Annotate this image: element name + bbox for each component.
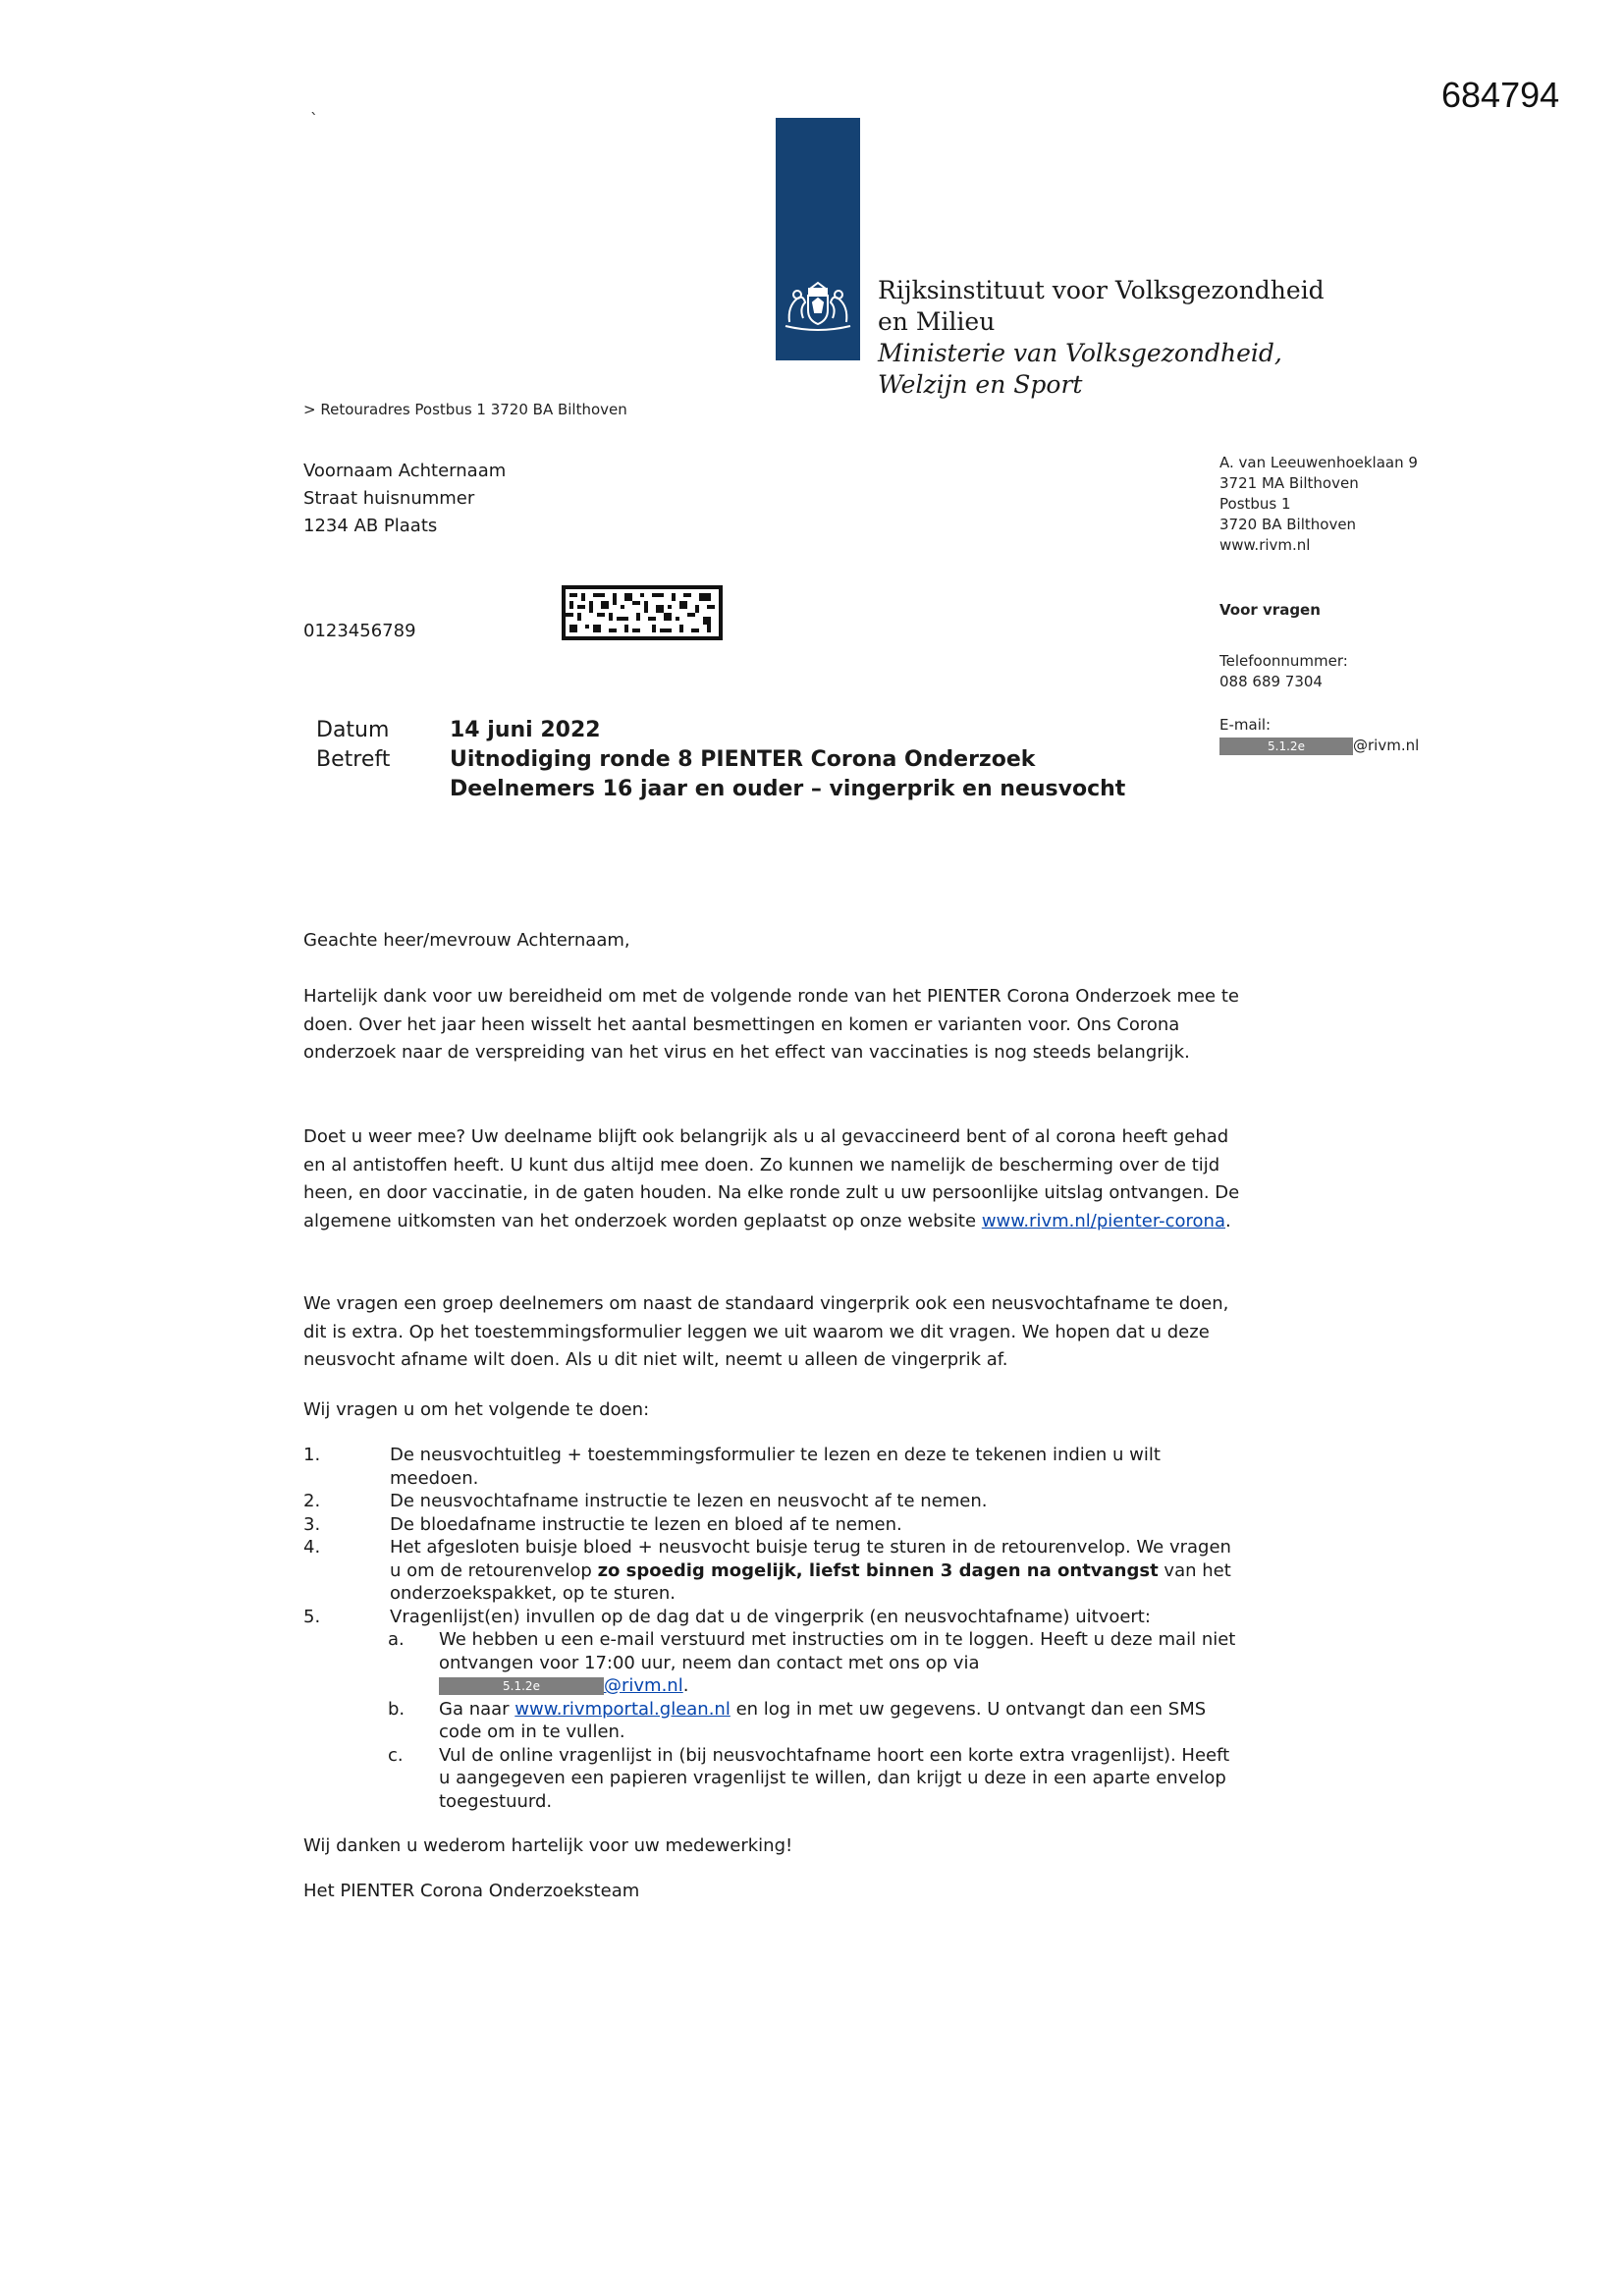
rivmportal-link[interactable]: www.rivmportal.glean.nl — [514, 1698, 731, 1720]
sub-list-item: a. We hebben u een e-mail verstuurd met instructies om in te loggen. Heeft u deze mail niet ontvangen voor 17:00 uur, neem dan contact met ons op via 5.1.2e @rivm.nl. — [388, 1629, 1236, 1696]
coat-of-arms-icon — [778, 273, 858, 338]
document-number: 684794 — [1441, 75, 1560, 115]
return-address: > Retouradres Postbus 1 3720 BA Bilthoven — [303, 401, 627, 418]
paragraph-3: We vragen een groep deelnemers om naast de standaard vingerprik ook een neusvochtafname te doen, dit is extra. Op het toestemmingsformulier leggen we uit waarom we dit vragen. We hopen dat u deze neusvocht afname wilt doen. Als u dit niet wilt, neemt u alleen de vingerprik af. — [303, 1293, 1229, 1370]
ministry-line2: Welzijn en Sport — [878, 370, 1083, 399]
date-label: Datum — [316, 718, 390, 742]
signature: Het PIENTER Corona Onderzoeksteam — [303, 1881, 640, 1901]
subject-line2: Deelnemers 16 jaar en ouder – vingerprik en neusvocht — [450, 777, 1126, 801]
contact-email[interactable] — [439, 1675, 683, 1696]
sender-postcode-city: 3721 MA Bilthoven — [1219, 474, 1359, 492]
contact-email-link[interactable]: @rivm.nl — [604, 1675, 683, 1696]
sub-list-item: c. Vul de online vragenlijst in (bij neusvochtafname hoort een korte extra vragenlijst). Heeft u aangegeven een papieren vragenlijst te willen, dan krijgt u deze in een aparte envelop toegestuurd. — [388, 1744, 1230, 1812]
email-domain: @rivm.nl — [1353, 737, 1420, 754]
list-item: 1. De neusvochtuitleg + toestemmingsformulier te lezen en deze te tekenen indien u wilt meedoen. — [303, 1445, 1161, 1489]
org-name-line2: en Milieu — [878, 307, 996, 336]
datamatrix-barcode — [562, 585, 723, 640]
questions-heading: Voor vragen — [1219, 601, 1321, 619]
pienter-corona-link[interactable]: www.rivm.nl/pienter-corona — [981, 1210, 1225, 1231]
phone-label: Telefoonnummer: — [1219, 652, 1348, 670]
recipient-street: Straat huisnummer — [303, 488, 475, 509]
recipient-name: Voornaam Achternaam — [303, 461, 507, 481]
tick-mark: ` — [310, 110, 318, 129]
closing: Wij danken u wederom hartelijk voor uw medewerking! — [303, 1835, 793, 1856]
subject-line1: Uitnodiging ronde 8 PIENTER Corona Onderzoek — [450, 747, 1036, 772]
sender-postbus-city: 3720 BA Bilthoven — [1219, 516, 1357, 533]
sender-website: www.rivm.nl — [1219, 536, 1311, 554]
salutation: Geachte heer/mevrouw Achternaam, — [303, 930, 630, 951]
recipient-reference: 0123456789 — [303, 621, 416, 641]
date-value: 14 juni 2022 — [450, 718, 601, 742]
sender-street: A. van Leeuwenhoeklaan 9 — [1219, 454, 1418, 471]
paragraph-2: Doet u weer mee? Uw deelname blijft ook belangrijk als u al gevaccineerd bent of al corona heeft gehad en al antistoffen heeft. U kunt dus altijd mee doen. Zo kunnen we namelijk de bescherming over de tijd heen, en door vaccinatie, in de gaten houden. Na elke ronde zult u uw persoonlijke uitslag ontvangen. De algemene uitkomsten van het onderzoek worden geplaatst op onze website www.rivm.nl/pienter-corona. — [303, 1126, 1240, 1231]
org-name-line1: Rijksinstituut voor Volksgezondheid — [878, 276, 1325, 304]
list-item: 4. Het afgesloten buisje bloed + neusvocht buisje terug te sturen in de retourenvelop. We vragen u om de retourenvelop zo spoedig mogelijk, liefst binnen 3 dagen na ontvangst van het onderzoekspakket, op te sturen. — [303, 1537, 1231, 1604]
phone-number: 088 689 7304 — [1219, 673, 1323, 690]
redaction-box: 5.1.2e — [439, 1677, 604, 1695]
paragraph-1: Hartelijk dank voor uw bereidheid om met de volgende ronde van het PIENTER Corona Onderzoek mee te doen. Over het jaar heen wisselt het aantal besmettingen en komen er varianten voor. Ons Corona onderzoek naar de verspreiding van het virus en het effect van vaccinaties is nog steeds belangrijk. — [303, 986, 1239, 1063]
sender-email[interactable] — [1219, 737, 1419, 755]
email-label: E-mail: — [1219, 716, 1272, 734]
steps-list — [303, 1444, 1246, 1813]
recipient-city: 1234 AB Plaats — [303, 516, 438, 536]
list-item: 2. De neusvochtafname instructie te lezen en neusvocht af te nemen. — [303, 1491, 988, 1511]
redaction-box: 5.1.2e — [1219, 738, 1353, 755]
list-item: 5. Vragenlijst(en) invullen op de dag dat u de vingerprik (en neusvochtafname) uitvoert: — [303, 1606, 1151, 1627]
steps-intro: Wij vragen u om het volgende te doen: — [303, 1399, 650, 1420]
list-item: 3. De bloedafname instructie te lezen en bloed af te nemen. — [303, 1513, 902, 1535]
sender-postbus: Postbus 1 — [1219, 495, 1291, 513]
ministry-line1: Ministerie van Volksgezondheid, — [878, 339, 1282, 367]
sub-list-item: b. Ga naar www.rivmportal.glean.nl en log in met uw gegevens. U ontvangt dan een SMS code om in te vullen. — [388, 1698, 1207, 1742]
subject-label: Betreft — [316, 747, 391, 772]
